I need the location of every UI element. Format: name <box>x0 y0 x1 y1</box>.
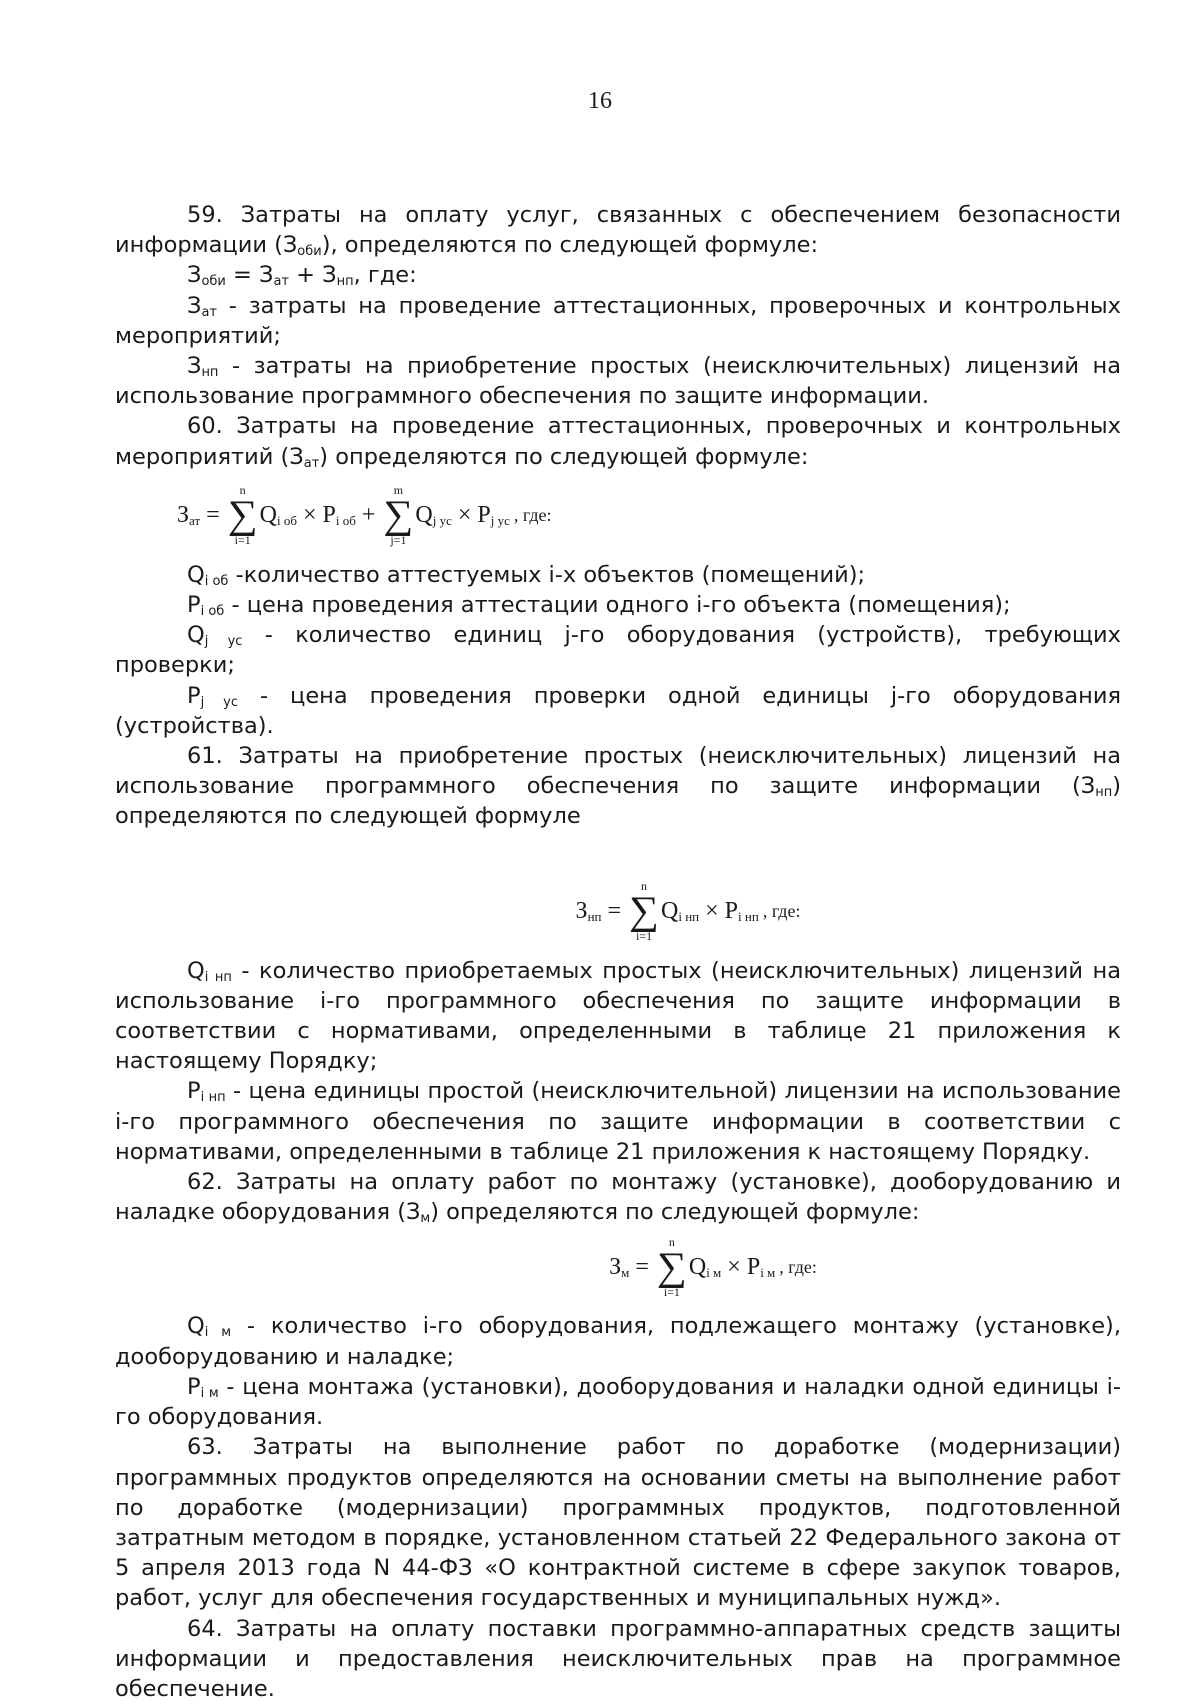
paragraph-63: 63. Затраты на выполнение работ по доработке (модернизации) программных продуктов определяются на основании сметы на выполнение работ по доработке (модернизации) программных продуктов, подготовленной затратным методом в порядке, установленном статьей 22 Федерального закона от 5 апреля 2013 года N 44-ФЗ «О контрактной системе в сфере закупок товаров, работ, услуг для обеспечения государственных и муниципальных нужд». <box>115 1434 1121 1612</box>
term-sub: j ус <box>432 512 452 528</box>
term-p-ob <box>323 500 356 530</box>
lhs-symbol: З <box>609 1254 622 1281</box>
p62-sub: м <box>420 1211 431 1227</box>
p60-end: ) определяются по следующей формуле: <box>319 443 809 470</box>
term-symbol: Q <box>661 897 679 924</box>
times-sign: × <box>727 1254 741 1281</box>
sum-lower-limit: j=1 <box>390 532 407 547</box>
def-text: -количество аттестуемых i-х объектов (помещений); <box>228 561 866 588</box>
p60-text: 60. Затраты на проведение аттестационных, проверочных и контрольных мероприятий (З <box>115 413 1121 470</box>
formula-59-d: , где: <box>353 262 417 289</box>
times-sign: × <box>705 897 719 924</box>
formula-lhs <box>609 1252 629 1282</box>
term-symbol: Q <box>688 1254 707 1281</box>
term-q-np <box>661 896 699 926</box>
term-sub: i нп <box>738 908 759 924</box>
p61-end: ) определяются по следующей формуле <box>115 773 1121 830</box>
def-symbol-sub: i м <box>200 1385 219 1401</box>
sum-upper-limit: m <box>393 482 404 497</box>
p59-end: ), определяются по следующей формуле: <box>321 232 819 259</box>
definition-z-np <box>115 351 1121 411</box>
sum-lower-limit: i=1 <box>635 928 653 943</box>
def-text: - цена проведения проверки одной единицы j-го оборудования (устройства). <box>115 682 1121 739</box>
formula-61 <box>115 870 1121 952</box>
term-sub: i м <box>760 1265 776 1281</box>
sigma-icon: ∑ <box>383 492 414 537</box>
def-symbol: З <box>187 292 202 319</box>
definition-q-ob <box>115 560 1121 590</box>
def-text: - количество единиц j-го оборудования (устройств), требующих проверки; <box>115 622 1121 679</box>
sum-sign <box>657 1235 687 1299</box>
def-symbol: Q <box>187 1313 205 1340</box>
paragraph-64: 64. Затраты на оплату поставки программно-аппаратных средств защиты информации и предоставления неисключительных прав на программное обеспечение. <box>115 1615 1121 1702</box>
def-text: - количество i-го оборудования, подлежащего монтажу (установке), дооборудованию и наладке; <box>115 1313 1121 1370</box>
sigma-icon: ∑ <box>629 888 659 933</box>
definition-p-ob <box>115 590 1121 620</box>
p62-text: 62. Затраты на оплату работ по монтажу (установке), дооборудованию и наладке оборудования (З <box>115 1169 1121 1226</box>
def-symbol-sub: i нп <box>200 1090 226 1106</box>
term-q-m <box>689 1252 721 1282</box>
definition-q-np <box>115 956 1121 1077</box>
formula-59-c: + З <box>289 262 337 289</box>
lhs-symbol: З <box>575 897 588 924</box>
times-sign: × <box>457 501 472 528</box>
sum-upper-limit: n <box>641 878 648 893</box>
p61-text: 61. Затраты на приобретение простых (неисключительных) лицензий на использование программного обеспечения по защите информации (З <box>115 743 1121 800</box>
formula-59 <box>115 260 1121 290</box>
lhs-symbol: З <box>177 501 190 528</box>
def-symbol: P <box>187 1373 201 1400</box>
equals-sign: = <box>635 1254 649 1281</box>
sum-sign <box>383 483 413 547</box>
formula-tail: , где: <box>779 1257 817 1278</box>
term-q-us <box>415 500 451 530</box>
definition-p-m <box>115 1372 1121 1432</box>
term-sub: i нп <box>678 908 700 924</box>
document-body <box>115 200 1121 1704</box>
term-symbol: P <box>322 501 336 528</box>
formula-59-b-sub: ат <box>273 274 289 290</box>
definition-q-us <box>115 620 1121 680</box>
equals-sign: = <box>607 897 622 924</box>
def-text: - цена проведения аттестации одного i-го объекта (помещения); <box>224 592 1011 619</box>
formula-lhs <box>177 500 200 530</box>
term-p-np <box>725 896 759 926</box>
formula-lhs <box>576 896 602 926</box>
def-symbol-sub: i м <box>204 1325 232 1341</box>
formula-60 <box>115 474 1121 556</box>
paragraph-60 <box>115 411 1121 471</box>
formula-62 <box>115 1227 1121 1307</box>
paragraph-59 <box>115 200 1121 260</box>
formula-59-b: = З <box>225 262 274 289</box>
term-sub: j ус <box>490 512 510 528</box>
sigma-icon: ∑ <box>227 492 258 537</box>
def-symbol: P <box>187 682 201 709</box>
def-symbol: P <box>187 1078 201 1105</box>
paragraph-62 <box>115 1167 1121 1227</box>
sigma-icon: ∑ <box>656 1245 687 1290</box>
def-symbol-sub: j ус <box>200 694 238 710</box>
formula-59-c-sub: нп <box>336 274 354 290</box>
def-symbol-sub: i об <box>200 604 225 620</box>
term-symbol: P <box>724 897 739 924</box>
definition-z-at <box>115 291 1121 351</box>
plus-sign: + <box>361 501 376 528</box>
term-sub: i об <box>277 512 297 528</box>
def-text: - количество приобретаемых простых (неисключительных) лицензий на использование i-го программного обеспечения по защите информации в соответствии с нормативами, определенными в таблице 21 приложения к настоящему Порядку; <box>115 957 1121 1075</box>
definition-p-np <box>115 1076 1121 1167</box>
equals-sign: = <box>206 501 220 528</box>
sum-lower-limit: i=1 <box>663 1285 680 1300</box>
def-symbol: З <box>187 353 202 380</box>
def-text: - цена монтажа (установки), дооборудования и наладки одной единицы i-го оборудования. <box>115 1373 1121 1431</box>
definition-p-us <box>115 681 1121 741</box>
def-text: - затраты на проведение аттестационных, проверочных и контрольных мероприятий; <box>115 292 1121 349</box>
p60-sub: ат <box>303 455 320 471</box>
def-symbol-sub: i нп <box>204 969 232 985</box>
paragraph-61 <box>115 741 1121 832</box>
definition-q-m <box>115 1311 1121 1371</box>
def-symbol: Q <box>187 957 205 984</box>
term-symbol: Q <box>415 501 433 528</box>
term-sub: i м <box>706 1265 722 1281</box>
term-p-m <box>747 1252 775 1282</box>
sum-upper-limit: n <box>668 1235 675 1250</box>
def-symbol-sub: i об <box>204 573 229 589</box>
p59-sub: оби <box>297 244 322 260</box>
def-text: - цена единицы простой (неисключительной) лицензии на использование i-го программного обеспечения по защите информации в соответствии с нормативами, определенными в таблице 21 приложения к настоящему Порядку. <box>115 1078 1121 1165</box>
formula-tail: , где: <box>513 504 552 525</box>
sum-upper-limit: n <box>239 482 246 497</box>
term-symbol: P <box>746 1254 761 1281</box>
times-sign: × <box>302 501 317 528</box>
term-sub: i об <box>335 512 356 528</box>
lhs-sub: м <box>621 1265 630 1281</box>
page-number: 16 <box>588 88 612 114</box>
p62-end: ) определяются по следующей формуле: <box>430 1199 920 1226</box>
formula-tail: , где: <box>762 900 801 921</box>
term-p-us <box>477 500 510 530</box>
formula-59-a-sub: оби <box>201 274 226 290</box>
lhs-sub: ат <box>189 512 201 528</box>
def-symbol: P <box>187 592 201 619</box>
def-symbol-sub: нп <box>201 365 219 381</box>
def-symbol: Q <box>187 561 205 588</box>
p59-text: 59. Затраты на оплату услуг, связанных с обеспечением безопасности информации (З <box>115 202 1121 259</box>
term-q-ob <box>260 500 297 530</box>
term-symbol: Q <box>259 501 277 528</box>
term-symbol: P <box>477 501 491 528</box>
formula-59-a: З <box>187 262 202 289</box>
def-symbol-sub: j ус <box>204 634 243 650</box>
def-symbol: Q <box>187 622 205 649</box>
p61-sub: нп <box>1095 785 1113 801</box>
sum-sign <box>629 879 659 943</box>
lhs-sub: нп <box>587 908 602 924</box>
def-symbol-sub: ат <box>201 304 217 320</box>
def-text: - затраты на приобретение простых (неисключительных) лицензий на использование программного обеспечения по защите информации. <box>115 353 1121 410</box>
sum-lower-limit: i=1 <box>234 532 251 547</box>
sum-sign <box>228 483 258 547</box>
